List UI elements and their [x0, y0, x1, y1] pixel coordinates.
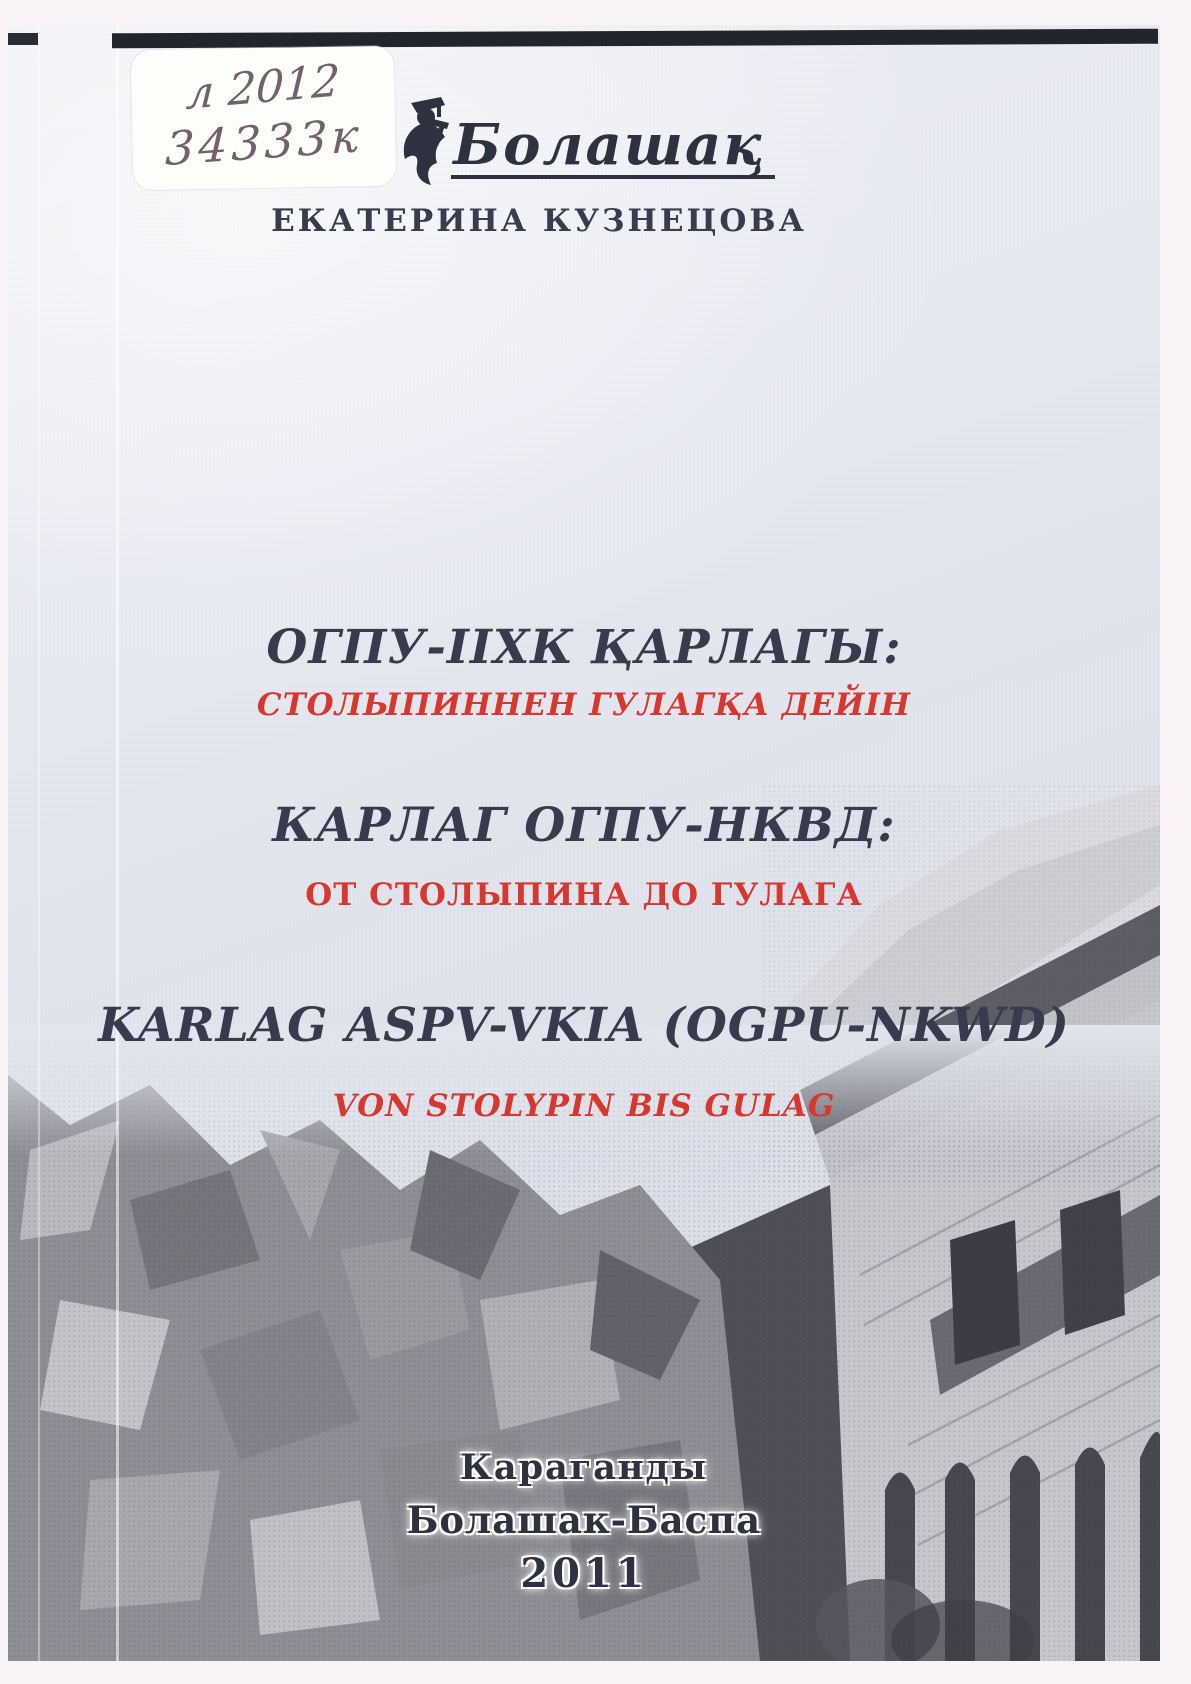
subtitle-kazakh: СТОЛЫПИННЕН ГУЛАГҚА ДЕЙІН	[256, 687, 912, 723]
imprint-publisher: Болашак-Баспа	[406, 1498, 762, 1542]
author-name: ЕКАТЕРИНА КУЗНЕЦОВА	[271, 203, 807, 239]
scan-edge-mark	[8, 33, 38, 45]
call-number-line2: 34333к	[164, 107, 364, 177]
book-cover	[8, 25, 1160, 1661]
title-russian: КАРЛАГ ОГПУ-НКВД:	[272, 798, 896, 853]
title-german: KARLAG ASPV-VKIA (OGPU-NKWD)	[98, 998, 1070, 1053]
imprint-city: Караганды	[460, 1447, 708, 1488]
subtitle-german: VON STOLYPIN BIS GULAG	[332, 1088, 836, 1124]
imprint-block	[8, 1447, 1160, 1597]
subtitle-russian: ОТ СТОЛЫПИНА ДО ГУЛАГА	[305, 877, 863, 913]
graduate-figure-icon	[393, 93, 457, 189]
imprint-year: 2011	[520, 1550, 648, 1597]
publisher-logo	[8, 83, 1160, 179]
publisher-logo-wordmark: Болашақ	[451, 117, 774, 179]
call-number-line1: л 2012	[184, 55, 342, 120]
title-kazakh: ОГПУ-ІІХК ҚАРЛАГЫ:	[266, 620, 902, 675]
